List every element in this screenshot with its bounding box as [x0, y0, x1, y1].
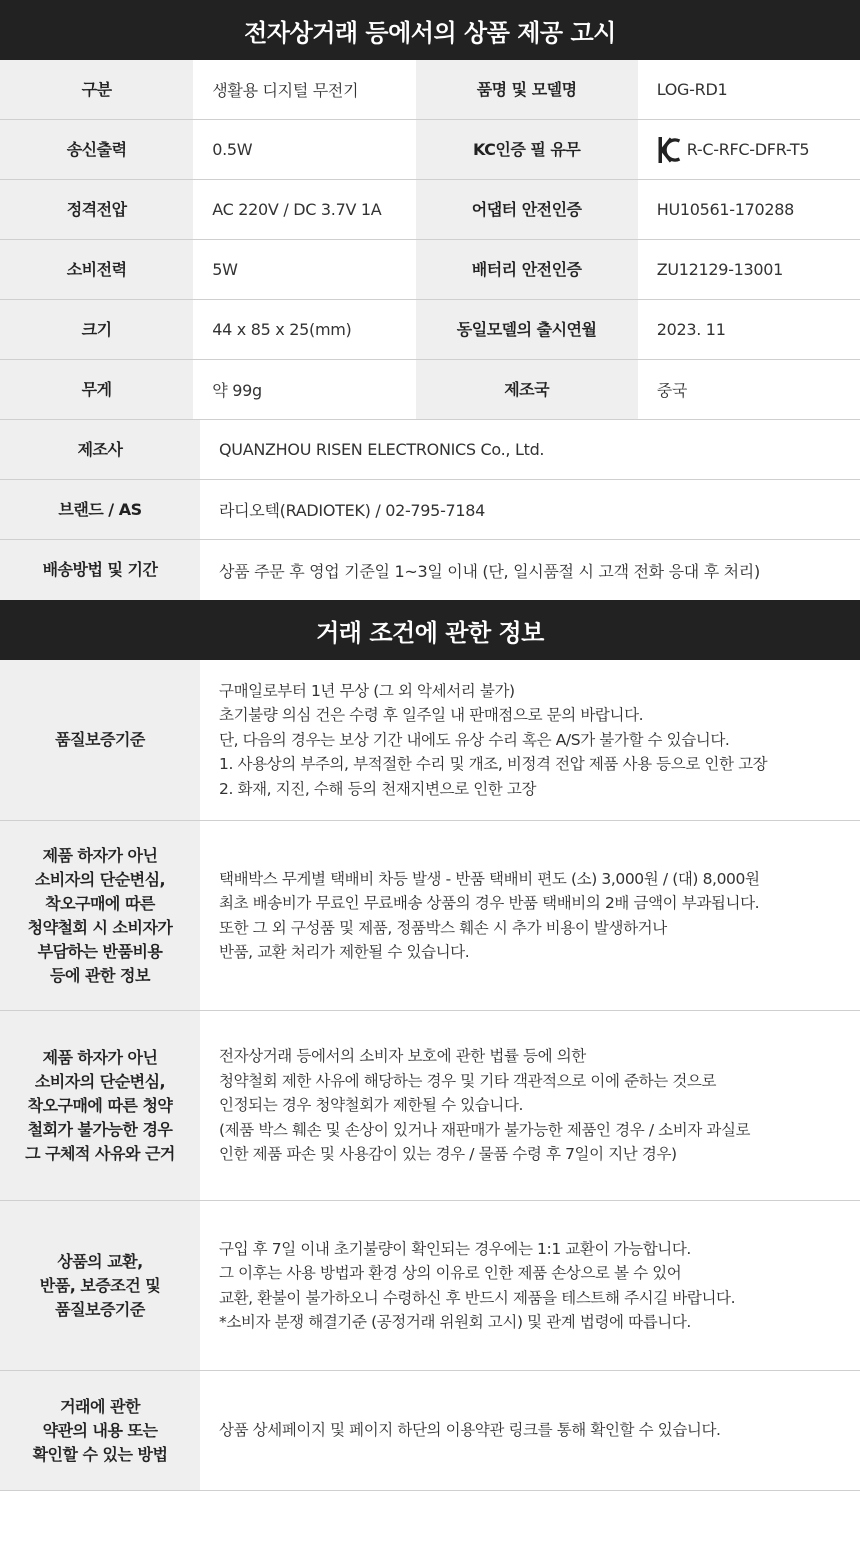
terms-label: 제품 하자가 아닌 소비자의 단순변심, 착오구매에 따른 청약철회 시 소비자가 부담하는 반품비용 등에 관한 정보 — [0, 821, 200, 1010]
spec-label: 제조국 — [416, 360, 638, 419]
spec-label: 동일모델의 출시연월 — [416, 300, 638, 359]
terms-line: (제품 박스 훼손 및 손상이 있거나 재판매가 불가능한 제품인 경우 / 소비자 과실로 — [219, 1120, 751, 1139]
spec-value: AC 220V / DC 3.7V 1A — [212, 200, 382, 219]
spec-label: KC인증 필 유무 — [416, 120, 638, 179]
terms-line: *소비자 분쟁 해결기준 (공정거래 위원회 고시) 및 관계 법령에 따릅니다. — [219, 1313, 691, 1331]
terms-label: 상품의 교환, 반품, 보증조건 및 품질보증기준 — [0, 1201, 200, 1370]
spec-row — [0, 300, 860, 360]
spec-label: 소비전력 — [0, 240, 193, 299]
terms-row — [0, 821, 860, 1011]
terms-row — [0, 1011, 860, 1201]
spec-label: 품명 및 모델명 — [416, 60, 638, 119]
kc-certification-mark-icon — [657, 135, 681, 165]
kc-certification-number: R-C-RFC-DFR-T5 — [686, 140, 810, 159]
spec-value: 중국 — [656, 381, 688, 400]
terms-value — [200, 660, 860, 820]
terms-value — [200, 1201, 860, 1370]
spec-value: 44 x 85 x 25(mm) — [212, 320, 352, 339]
terms-line: 인한 제품 파손 및 사용감이 있는 경우 / 물품 수령 후 7일이 지난 경우) — [219, 1145, 677, 1164]
terms-line: 인정되는 경우 청약철회가 제한될 수 있습니다. — [219, 1096, 524, 1115]
spec-label: 무게 — [0, 360, 193, 419]
spec-value: 생활용 디지털 무전기 — [212, 81, 359, 100]
spec-label: 배터리 안전인증 — [416, 240, 638, 299]
brand-value: 라디오텍(RADIOTEK) / 02-795-7184 — [219, 501, 486, 520]
shipping-label: 배송방법 및 기간 — [0, 540, 200, 600]
spec-row — [0, 60, 860, 120]
spec-value: 5W — [212, 260, 238, 279]
shipping-value: 상품 주문 후 영업 기준일 1~3일 이내 (단, 일시품절 시 고객 전화 응대 후 처리) — [219, 561, 760, 581]
spec-row — [0, 240, 860, 300]
spec-row — [0, 360, 860, 420]
terms-line: 상품 상세페이지 및 페이지 하단의 이용약관 링크를 통해 확인할 수 있습니다. — [219, 1421, 721, 1440]
terms-row — [0, 1201, 860, 1371]
terms-label: 거래에 관한 약관의 내용 또는 확인할 수 있는 방법 — [0, 1371, 200, 1490]
terms-value — [200, 1371, 860, 1490]
spec-value: LOG-RD1 — [656, 80, 728, 99]
spec-row — [0, 120, 860, 180]
spec-value: HU10561-170288 — [656, 200, 795, 219]
terms-line: 구입 후 7일 이내 초기불량이 확인되는 경우에는 1:1 교환이 가능합니다. — [219, 1239, 691, 1258]
kc-certification — [657, 135, 810, 165]
terms-line: 최초 배송비가 무료인 무료배송 상품의 경우 반품 택배비의 2배 금액이 부과됩니다. — [219, 894, 760, 912]
spec-value: 0.5W — [212, 140, 253, 159]
spec-row — [0, 180, 860, 240]
terms-label: 제품 하자가 아닌 소비자의 단순변심, 착오구매에 따른 청약 철회가 불가능한 경우 그 구체적 사유와 근거 — [0, 1011, 200, 1200]
terms-line: 구매일로부터 1년 무상 (그 외 악세서리 불가) — [219, 681, 515, 700]
terms-row — [0, 1371, 860, 1491]
terms-line: 또한 그 외 구성품 및 제품, 정품박스 훼손 시 추가 비용이 발생하거나 — [219, 918, 667, 937]
spec-value: 약 99g — [212, 381, 262, 400]
manufacturer-row — [0, 420, 860, 480]
spec-value — [638, 120, 860, 179]
terms-line: 2. 화재, 지진, 수해 등의 천재지변으로 인한 고장 — [219, 779, 537, 798]
terms-line: 그 이후는 사용 방법과 환경 상의 이유로 인한 제품 손상으로 볼 수 있어 — [219, 1264, 682, 1282]
terms-value — [200, 1011, 860, 1200]
manufacturer-label: 제조사 — [0, 420, 200, 479]
terms-line: 반품, 교환 처리가 제한될 수 있습니다. — [219, 943, 470, 961]
terms-line: 청약철회 제한 사유에 해당하는 경우 및 기타 객관적으로 이에 준하는 것으로 — [219, 1071, 717, 1090]
spec-label: 어댑터 안전인증 — [416, 180, 638, 239]
spec-label: 정격전압 — [0, 180, 193, 239]
notice-title: 전자상거래 등에서의 상품 제공 고시 — [0, 0, 860, 60]
brand-label: 브랜드 / AS — [0, 480, 200, 539]
terms-title: 거래 조건에 관한 정보 — [0, 600, 860, 660]
terms-label: 품질보증기준 — [0, 660, 200, 820]
terms-line: 교환, 환불이 불가하오니 수령하신 후 반드시 제품을 테스트해 주시길 바랍니다. — [219, 1288, 736, 1307]
shipping-row — [0, 540, 860, 600]
terms-line: 전자상거래 등에서의 소비자 보호에 관한 법률 등에 의한 — [219, 1047, 586, 1066]
terms-row — [0, 660, 860, 821]
terms-line: 단, 다음의 경우는 보상 기간 내에도 유상 수리 혹은 A/S가 불가할 수 있습니다. — [219, 730, 730, 749]
spec-label: 구분 — [0, 60, 193, 119]
manufacturer-value: QUANZHOU RISEN ELECTRONICS Co., Ltd. — [219, 440, 545, 459]
spec-label: 크기 — [0, 300, 193, 359]
terms-line: 1. 사용상의 부주의, 부적절한 수리 및 개조, 비정격 전압 제품 사용 등으로 인한 고장 — [219, 755, 768, 774]
spec-value: 2023. 11 — [656, 320, 726, 339]
spec-label: 송신출력 — [0, 120, 193, 179]
terms-value — [200, 821, 860, 1010]
terms-line: 초기불량 의심 건은 수령 후 일주일 내 판매점으로 문의 바랍니다. — [219, 706, 644, 725]
spec-value: ZU12129-13001 — [656, 260, 784, 279]
terms-line: 택배박스 무게별 택배비 차등 발생 - 반품 택배비 편도 (소) 3,000원 / (대) 8,000원 — [219, 869, 760, 888]
brand-row — [0, 480, 860, 540]
